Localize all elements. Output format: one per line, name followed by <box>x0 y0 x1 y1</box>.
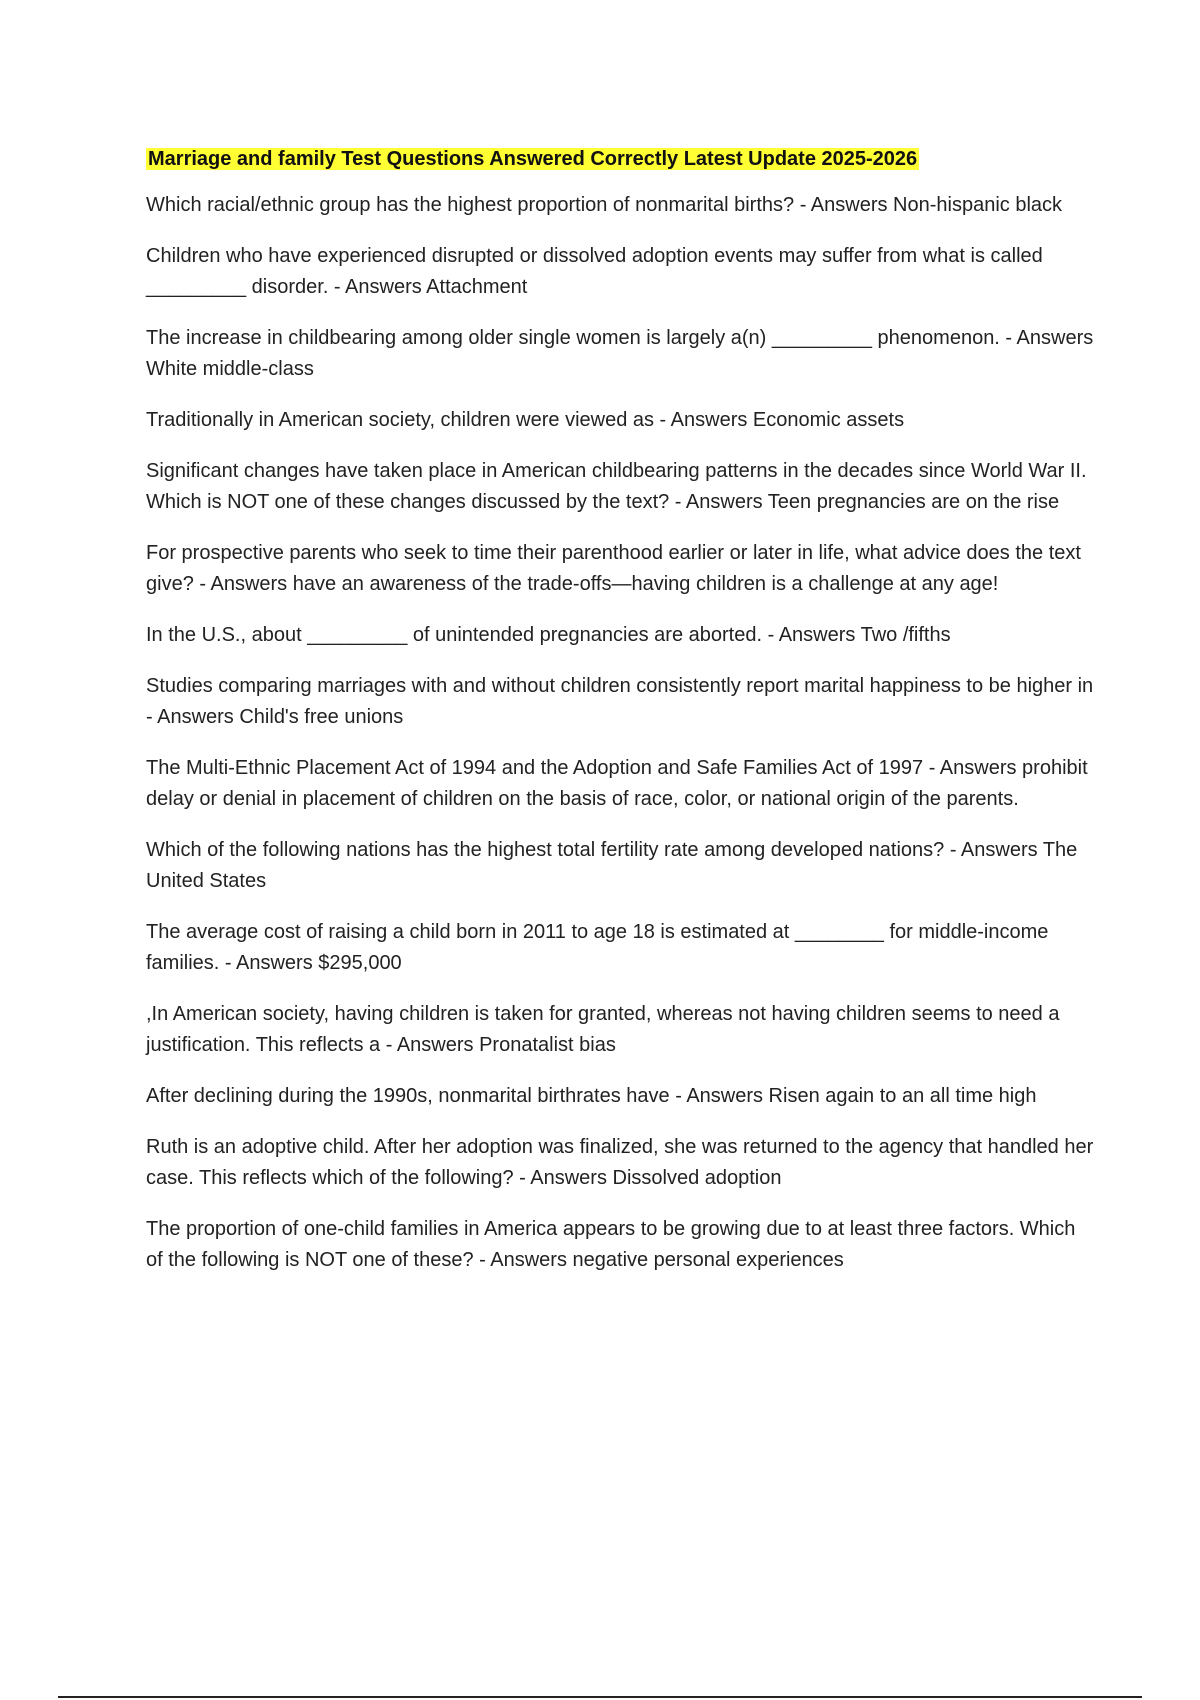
qa-item: Which racial/ethnic group has the highest proportion of nonmarital births? - Answers Non-hispanic black <box>146 194 1063 216</box>
qa-item: Ruth is an adoptive child. After her adoption was finalized, she was returned to the agency that handled her case. This reflects which of the following? - Answers Dissolved adoption <box>146 1136 1094 1189</box>
qa-item: For prospective parents who seek to time their parenthood earlier or later in life, what advice does the text give? - Answers have an awareness of the trade-offs—having children is a challenge at any age! <box>146 542 1081 595</box>
document-page <box>146 146 1096 1296</box>
qa-item: Traditionally in American society, children were viewed as - Answers Economic assets <box>146 409 905 431</box>
qa-item: In the U.S., about _________ of unintended pregnancies are aborted. - Answers Two /fifths <box>146 624 951 646</box>
qa-item: The increase in childbearing among older single women is largely a(n) _________ phenomenon. - Answers White middle-class <box>146 327 1094 380</box>
qa-item: ,In American society, having children is taken for granted, whereas not having children seems to need a justification. This reflects a - Answers Pronatalist bias <box>146 1003 1060 1056</box>
footer-divider <box>58 1696 1142 1698</box>
qa-item: Which of the following nations has the highest total fertility rate among developed nations? - Answers The United States <box>146 839 1078 892</box>
document-title: Marriage and family Test Questions Answered Correctly Latest Update 2025-2026 <box>148 148 918 170</box>
title-container <box>146 146 1096 172</box>
qa-item: Significant changes have taken place in American childbearing patterns in the decades since World War II. Which is NOT one of these changes discussed by the text? - Answers Teen pregnancies are on the rise <box>146 460 1087 513</box>
qa-item: The proportion of one-child families in America appears to be growing due to at least three factors. Which of the following is NOT one of these? - Answers negative personal experiences <box>146 1218 1076 1271</box>
qa-item: The average cost of raising a child born in 2011 to age 18 is estimated at ________ for middle-income families. - Answers $295,000 <box>146 921 1049 974</box>
qa-item: Studies comparing marriages with and without children consistently report marital happiness to be higher in - Answers Child's free unions <box>146 675 1094 728</box>
qa-item: The Multi-Ethnic Placement Act of 1994 and the Adoption and Safe Families Act of 1997 - Answers prohibit delay or denial in placement of children on the basis of race, color, or national origin of the parents. <box>146 757 1088 810</box>
qa-item: After declining during the 1990s, nonmarital birthrates have - Answers Risen again to an all time high <box>146 1085 1037 1107</box>
qa-item: Children who have experienced disrupted or dissolved adoption events may suffer from what is called _________ disorder. - Answers Attachment <box>146 245 1043 298</box>
